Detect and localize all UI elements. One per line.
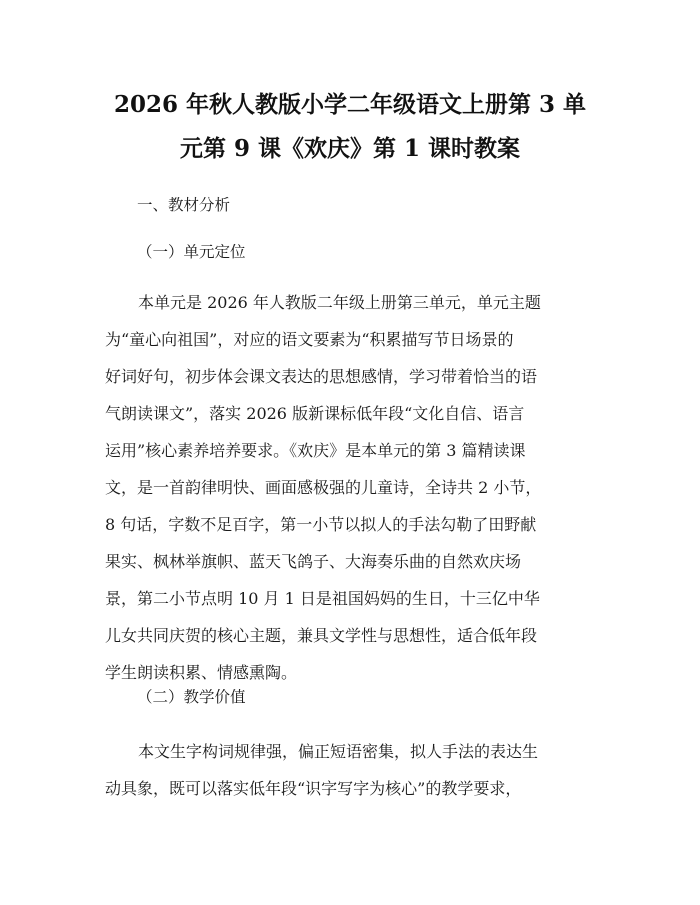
document-title-line-1: 2026 年秋人教版小学二年级语文上册第 3 单	[113, 91, 587, 118]
paragraph-line: 文，是一首韵律明快、画面感极强的儿童诗，全诗共 2 小节，	[105, 478, 542, 497]
paragraph-line: 动具象，既可以落实低年段“识字写字为核心”的教学要求，	[105, 779, 522, 798]
paragraph-line: 儿女共同庆贺的核心主题，兼具文学性与思想性，适合低年段	[105, 626, 538, 645]
paragraph-line: 为“童心向祖国”，对应的语文要素为“积累描写节日场景的	[105, 330, 514, 349]
subsection-heading-teaching-value: （二）教学价值	[137, 688, 246, 706]
paragraph-unit-positioning	[105, 284, 605, 691]
paragraph-line: 本单元是 2026 年人教版二年级上册第三单元，单元主题	[138, 293, 541, 312]
paragraph-line: 8 句话，字数不足百字，第一小节以拟人的手法勾勒了田野献	[105, 515, 537, 534]
paragraph-line: 学生朗读积累、情感熏陶。	[105, 663, 298, 682]
paragraph-line: 气朗读课文”，落实 2026 版新课标低年段“文化自信、语言	[105, 404, 525, 423]
paragraph-line: 本文生字构词规律强，偏正短语密集，拟人手法的表达生	[138, 742, 539, 761]
section-heading-textbook-analysis: 一、教材分析	[137, 196, 231, 214]
paragraph-teaching-value	[105, 733, 605, 807]
paragraph-line: 好词好句，初步体会课文表达的思想感情，学习带着恰当的语	[105, 367, 538, 386]
paragraph-line: 果实、枫林举旗帜、蓝天飞鸽子、大海奏乐曲的自然欢庆场	[105, 552, 522, 571]
document-title-line-2: 元第 9 课《欢庆》第 1 课时教案	[179, 135, 521, 162]
subsection-heading-unit-positioning: （一）单元定位	[137, 243, 246, 261]
paragraph-line: 景，第二小节点明 10 月 1 日是祖国妈妈的生日，十三亿中华	[105, 589, 540, 608]
paragraph-line: 运用”核心素养培养要求。《欢庆》是本单元的第 3 篇精读课	[105, 441, 526, 460]
